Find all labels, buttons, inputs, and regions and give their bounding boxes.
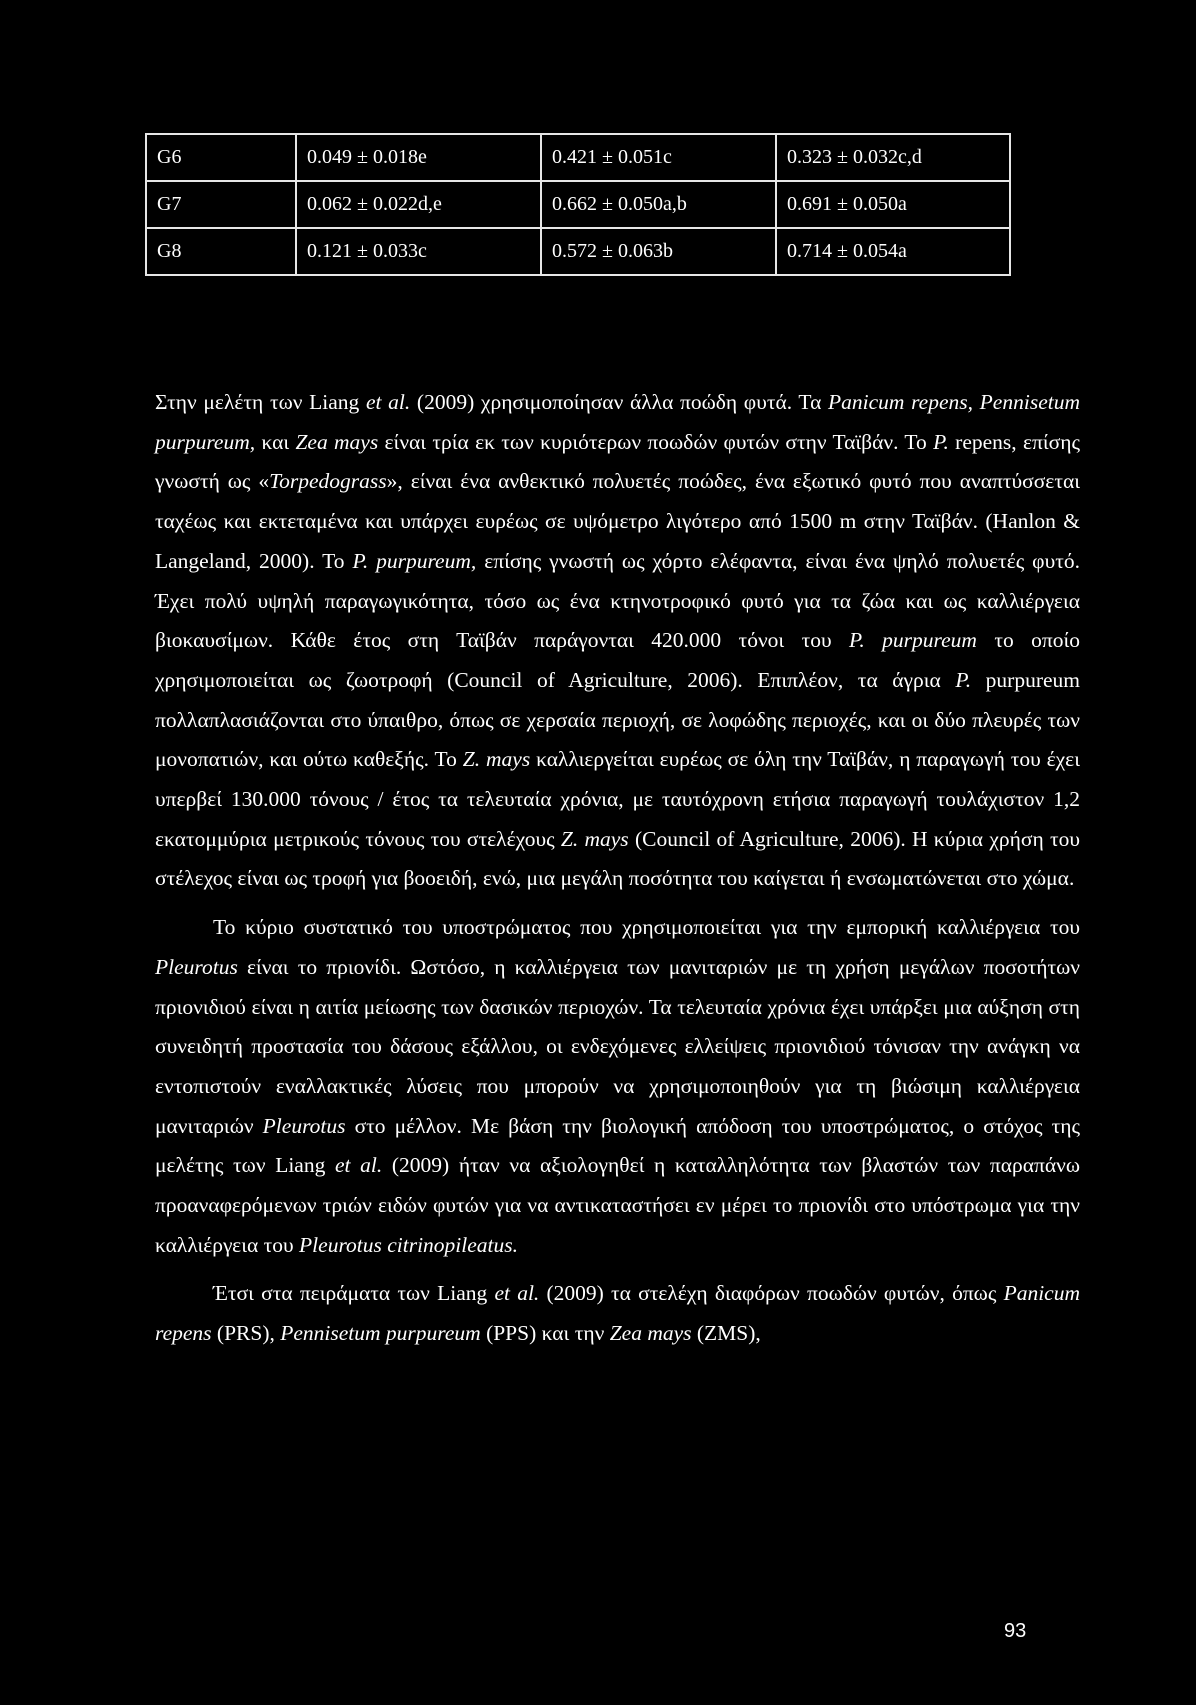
text-span-italic: et al. — [334, 1153, 383, 1178]
text-span-italic: P. purpureum, — [352, 548, 477, 573]
text-span-italic: Zea mays — [295, 429, 379, 454]
text-span: είναι τρία εκ των κυριότερων ποωδών φυτών στην Ταϊβάν. Το — [378, 429, 934, 454]
text-span: καλλιεργείται ευρέως σε όλη την Ταϊβάν, η παραγωγή του έχει υπερβεί 130.000 τόνους / έτος τα τελευταία χρόνια, με ταυτόχρονη ετήσια παραγωγή τουλάχιστον 1,2 εκατομμύρια μετρικούς τόνους του στελέχους — [155, 747, 1080, 851]
table-cell: 0.691 ± 0.050a — [776, 181, 1010, 228]
table-cell: 0.421 ± 0.051c — [541, 134, 776, 181]
text-span-italic: et al. — [365, 390, 411, 414]
text-span: (2009) ήταν να αξιολογηθεί η καταλληλότητα των βλαστών των παραπάνω προαναφερόμενων τριών ειδών φυτών για να αντικαταστήσει εν μέρει το πριονίδι στο υπόστρωμα για την καλλιέργεια του — [155, 1153, 1080, 1257]
text-span-italic: P. — [933, 429, 949, 454]
text-span: Στην μελέτη των Liang — [155, 390, 366, 414]
text-span: (2009) τα στελέχη διαφόρων ποωδών φυτών, όπως — [539, 1281, 1004, 1306]
table-row — [146, 228, 1010, 275]
text-span-italic: Z. mays — [560, 826, 629, 851]
text-span-italic: et al. — [494, 1281, 540, 1306]
text-span-italic: Pleurotus — [155, 954, 238, 979]
paragraph-3 — [155, 1274, 1080, 1353]
text-span: (2009) χρησιμοποίησαν άλλα ποώδη φυτά. Τα — [410, 390, 829, 414]
table-row — [146, 181, 1010, 228]
text-span-italic: Panicum repens, Pennisetum purpureum, — [155, 390, 1080, 454]
text-span-italic: Torpedograss — [269, 469, 387, 494]
paragraph-2 — [155, 908, 1080, 1265]
text-span: το οποίο χρησιμοποιείται ως ζωοτροφή (Council of Agriculture, 2006). Επιπλέον, τα άγρια — [155, 628, 1080, 692]
table-cell: G6 — [146, 134, 296, 181]
text-span-italic: P. purpureum — [849, 628, 977, 653]
table-cell: 0.714 ± 0.054a — [776, 228, 1010, 275]
text-span-italic: P. — [955, 667, 972, 692]
text-span: και — [255, 429, 296, 454]
text-span-italic: Pleurotus — [262, 1113, 346, 1138]
text-span-italic: Pleurotus citrinopileatus. — [299, 1232, 519, 1257]
text-span: είναι το πριονίδι. Ωστόσο, η καλλιέργεια των μανιταριών με τη χρήση μεγάλων ποσοτήτων πριονιδιού είναι η αιτία μείωσης των δασικών περιοχών. Τα τελευταία χρόνια έχει υπάρξει μια αύξηση στη συνειδητή προστασία του δάσους εξάλλου, οι ενδεχόμενες ελλείψεις πριονιδιού τόνισαν την ανάγκη να εντοπιστούν εναλλακτικές λύσεις που μπορούν να χρησιμοποιηθούν για τη βιώσιμη καλλιέργεια μανιταριών — [155, 954, 1080, 1138]
table-cell: 0.572 ± 0.063b — [541, 228, 776, 275]
page-number: 93 — [1004, 1620, 1027, 1642]
table-cell: G7 — [146, 181, 296, 228]
table-cell: 0.049 ± 0.018e — [296, 134, 541, 181]
text-span: (Council of Agriculture, 2006). Η κύρια χρήση του στέλεχος είναι ως τροφή για βοοειδή, ενώ, μια μεγάλη ποσότητα του καίγεται ή ενσωματώνεται στο χώμα. — [155, 826, 1080, 891]
text-span: purpureum πολλαπλασιάζονται στο ύπαιθρο, όπως σε χερσαία περιοχή, σε λοφώδης περιοχές, και οι δύο πλευρές των μονοπατιών, και ούτω καθεξής. Το — [155, 667, 1080, 772]
table-cell: G8 — [146, 228, 296, 275]
table-cell: 0.121 ± 0.033c — [296, 228, 541, 275]
text-span: Το κύριο συστατικό του υποστρώματος που χρησιμοποιείται για την εμπορική καλλιέργεια του — [213, 915, 1080, 940]
paragraph-1 — [155, 383, 1080, 899]
text-span-italic: Panicum repens — [155, 1281, 1080, 1346]
table-cell: 0.323 ± 0.032c,d — [776, 134, 1010, 181]
text-span: (PPS) και την — [480, 1321, 610, 1346]
text-span-italic: Pennisetum purpureum — [280, 1321, 481, 1346]
body-text — [155, 383, 1080, 1354]
text-span: », είναι ένα ανθεκτικό πολυετές ποώδες, ένα εξωτικό φυτό που αναπτύσσεται ταχέως και εκτεταμένα και υπάρχει ευρέως σε υψόμετρο λιγότερο από 1500 m στην Ταϊβάν. (Hanlon & Langeland, 2000). Το — [155, 469, 1081, 573]
table-cell: 0.062 ± 0.022d,e — [296, 181, 541, 228]
text-span: (ZMS), — [691, 1321, 761, 1346]
table-cell: 0.662 ± 0.050a,b — [541, 181, 776, 228]
text-span: repens, επίσης γνωστή ως « — [155, 429, 1080, 494]
text-span: επίσης γνωστή ως χόρτο ελέφαντα, είναι ένα ψηλό πολυετές φυτό. Έχει πολύ υψηλή παραγωγικότητα, τόσο ως ένα κτηνοτροφικό φυτό για τα ζώα και ως καλλιέργεια βιοκαυσίμων. Κάθε έτος στη Ταϊβάν παράγονται 420.000 τόνοι του — [155, 548, 1080, 653]
text-span: στο μέλλον. Με βάση την βιολογική απόδοση του υποστρώματος, ο στόχος της μελέτης των Liang — [155, 1113, 1080, 1178]
text-span-italic: Zea mays — [609, 1321, 692, 1346]
table-row — [146, 134, 1010, 181]
text-span: Έτσι στα πειράματα των Liang — [213, 1281, 495, 1306]
text-span: (PRS), — [211, 1321, 281, 1346]
text-span-italic: Z. mays — [462, 747, 531, 772]
data-table — [145, 133, 1011, 276]
